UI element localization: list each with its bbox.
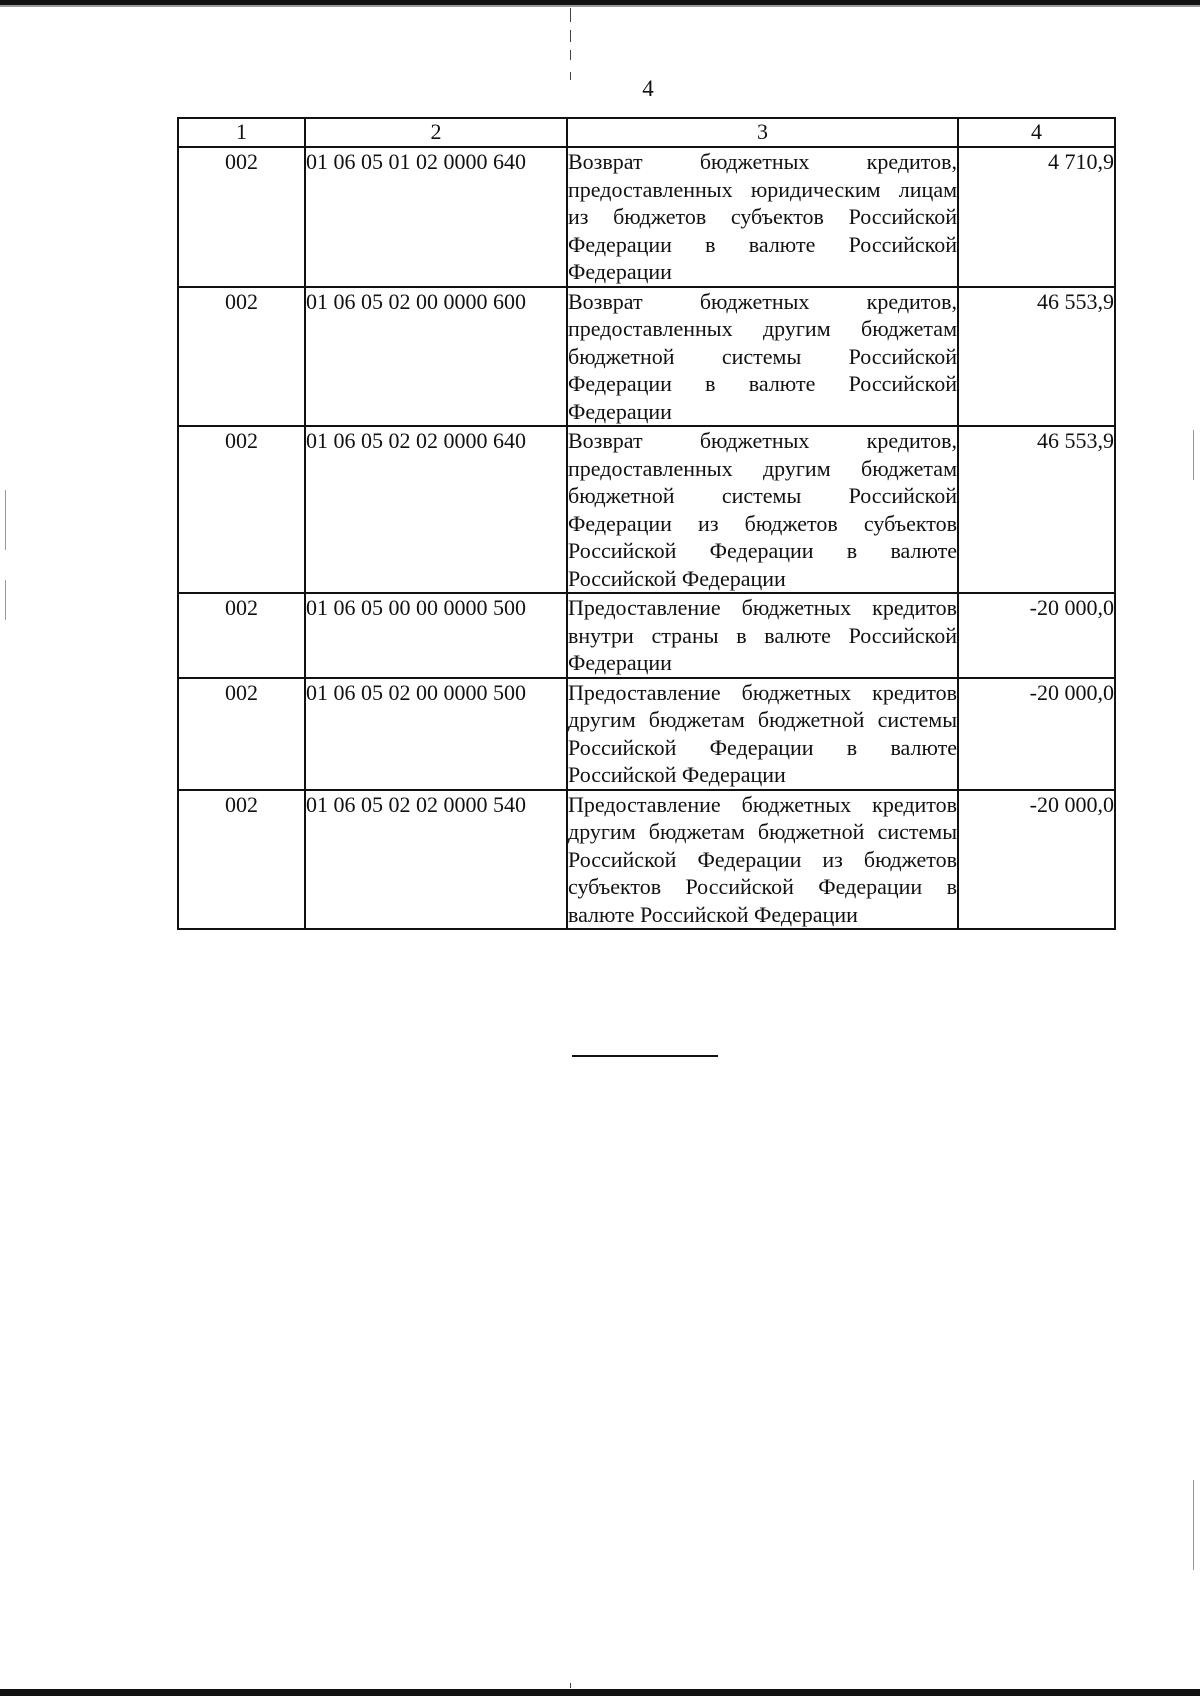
budget-code-cell: 01 06 05 02 02 0000 540 [305, 790, 567, 930]
fold-mark [570, 50, 571, 60]
header-col-4: 4 [958, 118, 1115, 147]
budget-code-cell: 01 06 05 01 02 0000 640 [305, 147, 567, 287]
admin-code-cell: 002 [178, 426, 305, 593]
description-cell: Предоставление бюджетных кредитов внутри страны в валюте Российской Федерации [567, 593, 958, 678]
table-row [178, 593, 1115, 678]
description-cell: Возврат бюджетных кредитов, предоставленных другим бюджетам бюджетной системы Российской Федерации из бюджетов субъектов Российской Федерации в валюте Российской Федерации [567, 426, 958, 593]
scan-artifact [5, 490, 6, 550]
table-row [178, 678, 1115, 790]
admin-code-cell: 002 [178, 678, 305, 790]
admin-code-cell: 002 [178, 147, 305, 287]
fold-mark [570, 1683, 571, 1688]
budget-code-cell: 01 06 05 02 00 0000 600 [305, 287, 567, 427]
admin-code-cell: 002 [178, 287, 305, 427]
end-of-table-rule [572, 1055, 718, 1057]
scan-artifact [1193, 430, 1194, 480]
budget-code-cell: 01 06 05 00 00 0000 500 [305, 593, 567, 678]
scan-artifact [1193, 1480, 1194, 1570]
scan-artifact [5, 580, 6, 620]
amount-cell: -20 000,0 [958, 678, 1115, 790]
admin-code-cell: 002 [178, 593, 305, 678]
description-cell: Предоставление бюджетных кредитов другим бюджетам бюджетной системы Российской Федерации в валюте Российской Федерации [567, 678, 958, 790]
description-cell: Возврат бюджетных кредитов, предоставленных другим бюджетам бюджетной системы Российской Федерации в валюте Российской Федерации [567, 287, 958, 427]
table-header-row [178, 118, 1115, 147]
scan-border-top-shadow [0, 5, 1200, 7]
admin-code-cell: 002 [178, 790, 305, 930]
amount-cell: 46 553,9 [958, 426, 1115, 593]
fold-mark [570, 72, 571, 80]
fold-mark [570, 8, 571, 22]
header-col-3: 3 [567, 118, 958, 147]
table-row [178, 287, 1115, 427]
description-cell: Возврат бюджетных кредитов, предоставленных юридическим лицам из бюджетов субъектов Российской Федерации в валюте Российской Федерации [567, 147, 958, 287]
header-col-1: 1 [178, 118, 305, 147]
page-number: 4 [642, 76, 654, 101]
fold-mark [570, 30, 571, 42]
amount-cell: 46 553,9 [958, 287, 1115, 427]
amount-cell: -20 000,0 [958, 790, 1115, 930]
amount-cell: -20 000,0 [958, 593, 1115, 678]
table-row [178, 426, 1115, 593]
header-col-2: 2 [305, 118, 567, 147]
table-row [178, 147, 1115, 287]
scan-border-bottom [0, 1689, 1200, 1696]
amount-cell: 4 710,9 [958, 147, 1115, 287]
budget-code-cell: 01 06 05 02 00 0000 500 [305, 678, 567, 790]
budget-sources-table [177, 117, 1116, 930]
description-cell: Предоставление бюджетных кредитов другим бюджетам бюджетной системы Российской Федерации из бюджетов субъектов Российской Федерации в валюте Российской Федерации [567, 790, 958, 930]
budget-code-cell: 01 06 05 02 02 0000 640 [305, 426, 567, 593]
table-row [178, 790, 1115, 930]
